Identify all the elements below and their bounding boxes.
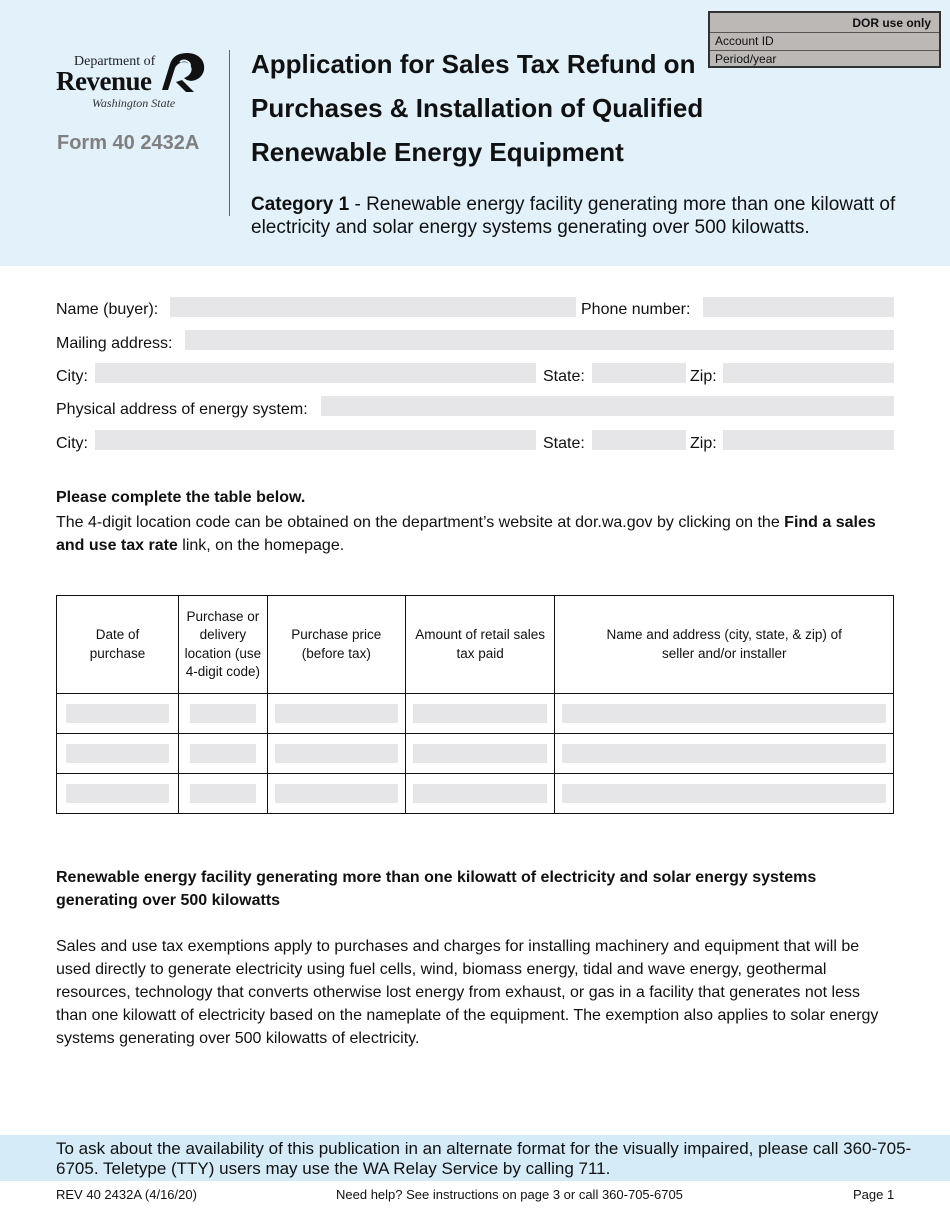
state-label: State: <box>543 368 585 385</box>
date-input[interactable] <box>66 744 169 763</box>
zip-input[interactable] <box>723 363 894 383</box>
seller-installer-input[interactable] <box>562 704 886 723</box>
name-buyer-label: Name (buyer): <box>56 301 159 318</box>
col-date-of-purchase: Date of purchase <box>57 596 179 694</box>
state2-label: State: <box>543 435 585 452</box>
title-line-2: Purchases & Installation of Qualified <box>251 93 704 123</box>
logo-department-of: Department of <box>74 54 156 69</box>
instructions-text <box>56 511 896 557</box>
sales-tax-input[interactable] <box>413 744 548 763</box>
table-row <box>57 694 894 734</box>
zip2-input[interactable] <box>723 430 894 450</box>
dor-use-only-box <box>708 11 941 68</box>
state-input[interactable] <box>592 363 686 383</box>
col-seller-installer: Name and address (city, state, & zip) of seller and/or installer <box>555 596 894 694</box>
city2-label: City: <box>56 435 88 452</box>
name-buyer-input[interactable] <box>170 297 576 317</box>
purchase-price-input[interactable] <box>275 784 398 803</box>
tax-rate-link-text: Find a sales and use tax rate <box>56 514 876 554</box>
purchases-table <box>56 595 894 814</box>
city2-input[interactable] <box>95 430 536 450</box>
revenue-swirl-icon <box>160 50 208 96</box>
dor-use-only-heading: DOR use only <box>852 16 931 30</box>
table-row <box>57 774 894 814</box>
category-label: Category 1 <box>251 194 350 215</box>
form-number: Form 40 2432A <box>57 132 200 154</box>
phone-number-label: Phone number: <box>581 301 691 318</box>
col-location-code: Purchase or delivery location (use 4-digit code) <box>178 596 267 694</box>
sales-tax-input[interactable] <box>413 704 548 723</box>
section-heading: Renewable energy facility generating more than one kilowatt of electricity and solar energy systems generating over 500 kilowatts <box>56 869 817 909</box>
logo-washington-state: Washington State <box>92 96 176 110</box>
footer-page-number: Page 1 <box>853 1187 895 1202</box>
title-line-3: Renewable Energy Equipment <box>251 137 624 167</box>
location-code-input[interactable] <box>190 704 256 723</box>
city-input[interactable] <box>95 363 536 383</box>
city-label: City: <box>56 368 88 385</box>
footer-form-revision: REV 40 2432A (4/16/20) <box>56 1187 197 1202</box>
col-purchase-price: Purchase price (before tax) <box>267 596 405 694</box>
section-body: Sales and use tax exemptions apply to purchases and charges for installing machinery and equipment that will be used directly to generate electricity using fuel cells, wind, biomass energy, tidal and wave energy, geothermal resources, technology that converts otherwise lost energy from exhaust, or gas in a facility that generates not less than one kilowatt of electricity based on the nameplate of the equipment. The exemption also applies to solar energy systems generating over 500 kilowatts of electricity. <box>56 938 879 1047</box>
header-divider <box>229 50 230 216</box>
page-title <box>251 42 704 174</box>
instructions-text-after: link, on the homepage. <box>177 537 345 554</box>
zip-label: Zip: <box>690 368 717 385</box>
col-sales-tax-paid: Amount of retail sales tax paid <box>405 596 555 694</box>
title-line-1: Application for Sales Tax Refund on <box>251 49 696 79</box>
date-input[interactable] <box>66 784 169 803</box>
account-id-field: Account ID <box>710 32 939 49</box>
period-year-field: Period/year <box>710 50 939 67</box>
instructions-heading: Please complete the table below. <box>56 489 306 506</box>
dor-logo <box>56 48 216 118</box>
logo-revenue: Revenue <box>56 66 152 96</box>
location-code-input[interactable] <box>190 784 256 803</box>
date-input[interactable] <box>66 704 169 723</box>
seller-installer-input[interactable] <box>562 744 886 763</box>
zip2-label: Zip: <box>690 435 717 452</box>
physical-address-input[interactable] <box>321 396 894 416</box>
table-row <box>57 734 894 774</box>
state2-input[interactable] <box>592 430 686 450</box>
physical-address-label: Physical address of energy system: <box>56 401 308 418</box>
mailing-address-input[interactable] <box>185 330 894 350</box>
category-description <box>251 193 931 239</box>
table-header-row <box>57 596 894 694</box>
phone-number-input[interactable] <box>703 297 894 317</box>
mailing-address-label: Mailing address: <box>56 335 173 352</box>
instructions-text-before: The 4-digit location code can be obtained on the department’s website at dor.wa.gov by clicking on the <box>56 514 785 531</box>
sales-tax-input[interactable] <box>413 784 548 803</box>
purchase-price-input[interactable] <box>275 744 398 763</box>
seller-installer-input[interactable] <box>562 784 886 803</box>
purchase-price-input[interactable] <box>275 704 398 723</box>
category-text: - Renewable energy facility generating more than one kilowatt of electricity and solar energy systems generating over 500 kilowatts. <box>251 194 896 238</box>
location-code-input[interactable] <box>190 744 256 763</box>
accessibility-notice: To ask about the availability of this publication in an alternate format for the visually impaired, please call 360-705-6705. Teletype (TTY) users may use the WA Relay Service by calling 711. <box>56 1139 912 1178</box>
footer-help: Need help? See instructions on page 3 or call 360-705-6705 <box>336 1187 683 1202</box>
